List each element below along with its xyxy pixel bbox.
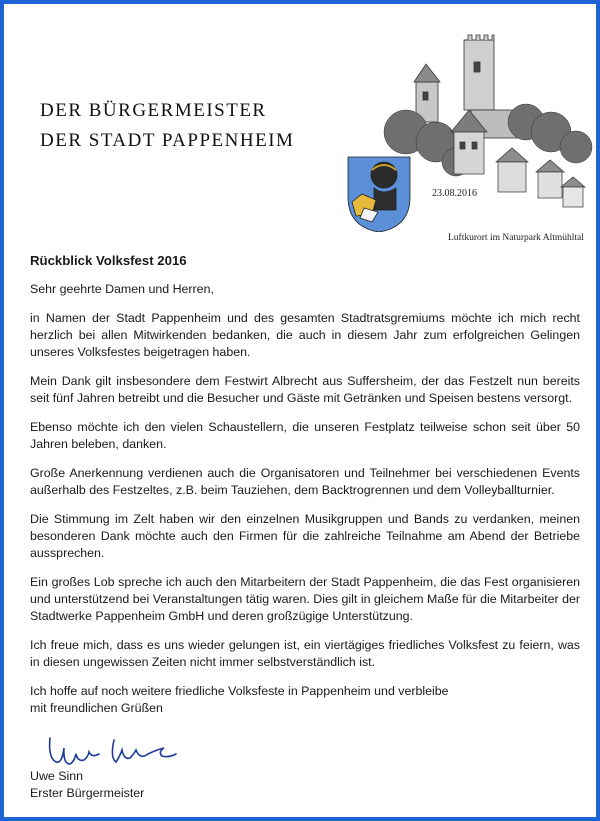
- letter-paragraph: in Namen der Stadt Pappenheim und des gesamten Stadtratsgremiums möchte ich mich recht herzlich bei allen Mitwirkenden bedanken, die auch in diesem Jahr zum erfolgreichen Gelingen unseres Volksfestes beigetragen haben.: [30, 311, 580, 359]
- letter-subject: Rückblick Volksfest 2016: [30, 253, 187, 268]
- letterhead-line-2: DER STADT PAPPENHEIM: [40, 130, 295, 151]
- letter-paragraph: Ich freue mich, dass es uns wieder gelungen ist, ein viertägiges friedliches Volksfest zu feiern, was in diesen ungewissen Zeiten nicht immer selbstverständlich ist.: [30, 638, 580, 669]
- letter-paragraph: Große Anerkennung verdienen auch die Organisatoren und Teilnehmer bei verschiedenen Events außerhalb des Festzeltes, z.B. beim Tauziehen, dem Backtrogrennen und dem Volleyballturnier.: [30, 466, 580, 497]
- tagline: Luftkurort im Naturpark Altmühltal: [448, 233, 584, 243]
- coat-of-arms: [348, 157, 410, 232]
- letter-paragraph: Ebenso möchte ich den vielen Schaustellern, die unseren Festplatz teilweise schon seit über 50 Jahren beleben, danken.: [30, 420, 580, 451]
- town-vignette: [346, 12, 596, 232]
- letter-paragraph: Mein Dank gilt insbesondere dem Festwirt Albrecht aus Suffersheim, der das Festzelt nun bereits seit fünf Jahren betreibt und die Besucher und Gäste mit Getränken und Speisen bestens versorgt.: [30, 374, 580, 405]
- letterhead-line-1: DER BÜRGERMEISTER: [40, 100, 267, 121]
- letter-paragraph: Die Stimmung im Zelt haben wir den einzelnen Musikgruppen und Bands zu verdanken, meinen besonderen Dank möchte auch den Firmen für die zahlreiche Teilnahme am Abend der Betriebe aussprechen.: [30, 512, 580, 560]
- vignette-date-stamp: 23.08.2016: [432, 188, 477, 199]
- letter-body: [30, 252, 580, 717]
- signer-name: Uwe Sinn: [30, 769, 84, 783]
- letterhead: [40, 96, 294, 156]
- letter-paragraph: Ein großes Lob spreche ich auch den Mitarbeitern der Stadt Pappenheim, die das Fest organisieren und unterstützend bei Veranstaltungen tätig waren. Dies gilt in gleichem Maße für die Mitarbeiter der Stadtwerke Pappenheim GmbH und deren großzügige Unterstützung.: [30, 575, 580, 623]
- closing-line-2: mit freundlichen Grüßen: [30, 701, 163, 715]
- closing-line-1: Ich hoffe auf noch weitere friedliche Volksfeste in Pappenheim und verbleibe: [30, 684, 449, 698]
- letter-salutation: Sehr geehrte Damen und Herren,: [30, 282, 214, 296]
- signer-title: Erster Bürgermeister: [30, 786, 145, 800]
